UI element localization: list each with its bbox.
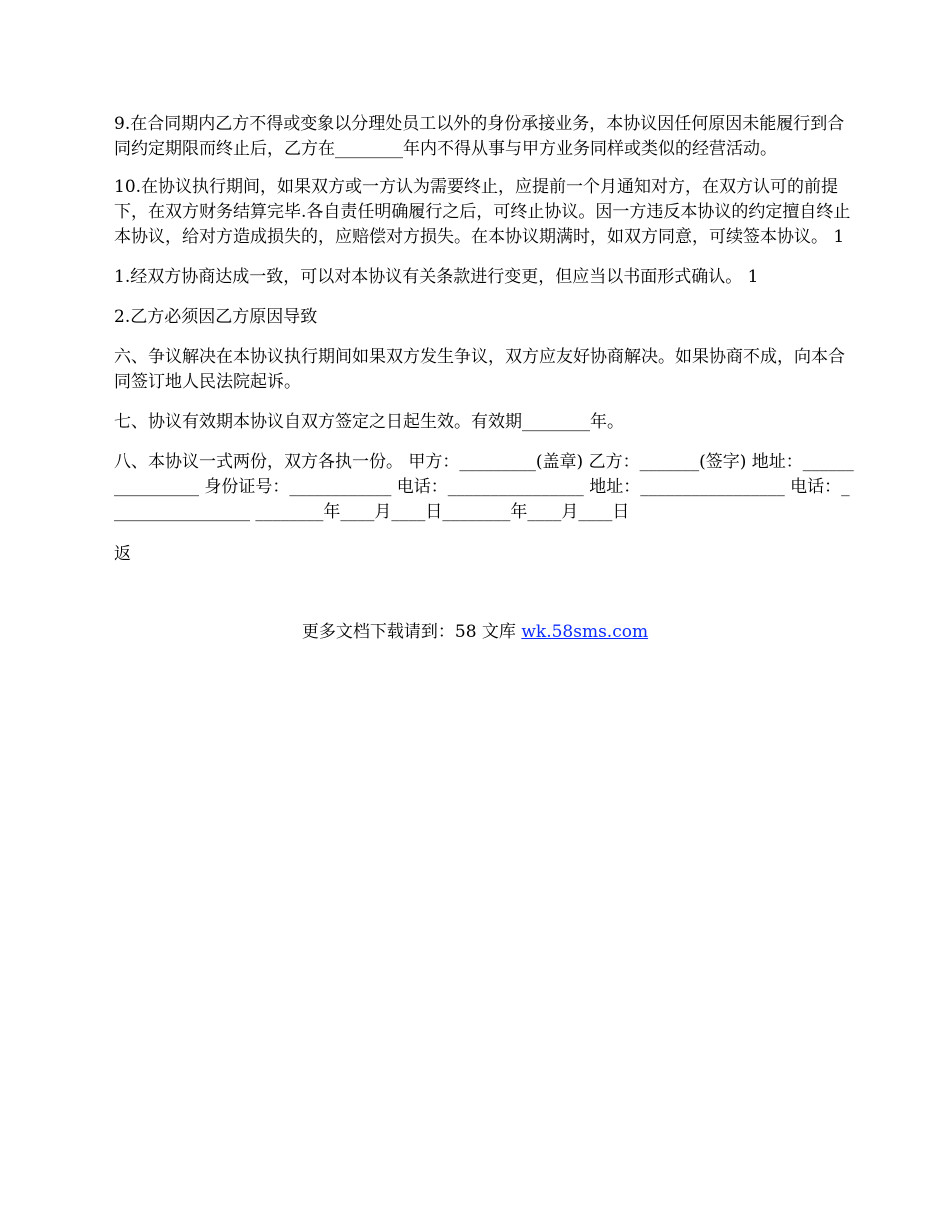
paragraph-spacer — [114, 162, 856, 175]
footer-prefix-text: 更多文档下载请到：58 文库 — [301, 622, 522, 642]
paragraph-spacer — [114, 525, 856, 542]
document-body — [114, 112, 856, 567]
return-text: 返 — [114, 544, 131, 564]
paragraph-spacer — [114, 250, 856, 265]
paragraph-spacer — [114, 330, 856, 345]
footer-website-link[interactable]: wk.58sms.com — [521, 622, 649, 642]
paragraph-spacer — [114, 290, 856, 305]
clause-2-paragraph: 2.乙方必须因乙方原因导致 — [114, 307, 318, 327]
paragraph-spacer — [114, 395, 856, 410]
signature-block-paragraph: 八、本协议一式两份，双方各执一份。 甲方：_________(盖章) 乙方：_______(签字) 地址：________________ 身份证号：____________ 电话：________________ 地址：_________________ 电话：_________________ ________年____月____日________年____月____日 — [114, 452, 854, 522]
dispute-resolution-paragraph: 六、争议解决在本协议执行期间如果双方发生争议，双方应友好协商解决。如果协商不成，向本合同签订地人民法院起诉。 — [114, 347, 845, 392]
clause-9-paragraph: 9.在合同期内乙方不得或变象以分理处员工以外的身份承接业务，本协议因任何原因未能履行到合同约定期限而终止后，乙方在________年内不得从事与甲方业务同样或类似的经营活动。 — [114, 114, 845, 159]
paragraph-spacer — [114, 435, 856, 450]
clause-1-paragraph: 1.经双方协商达成一致，可以对本协议有关条款进行变更，但应当以书面形式确认。 1 — [114, 267, 759, 287]
clause-10-paragraph: 10.在协议执行期间，如果双方或一方认为需要终止，应提前一个月通知对方，在双方认可的前提下，在双方财务结算完毕.各自责任明确履行之后，可终止协议。因一方违反本协议的约定擅自终止本协议，给对方造成损失的，应赔偿对方损失。在本协议期满时，如双方同意，可续签本协议。 1 — [114, 177, 851, 247]
validity-period-paragraph: 七、协议有效期本协议自双方签定之日起生效。有效期________年。 — [114, 412, 624, 432]
download-footer — [0, 620, 950, 644]
